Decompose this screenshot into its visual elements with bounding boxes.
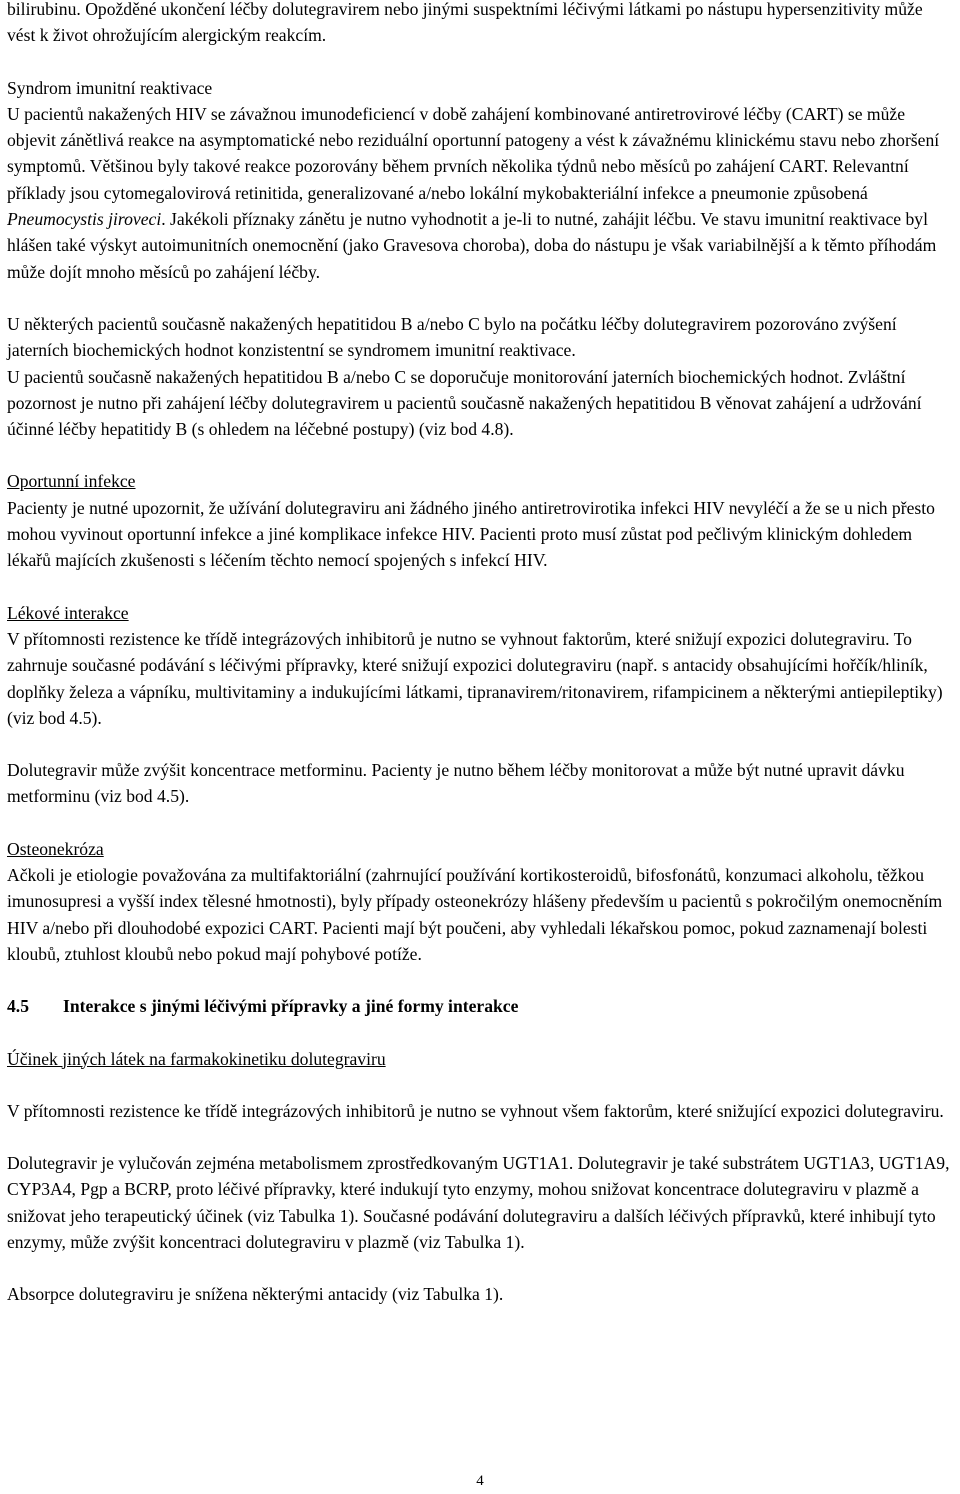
drug-interactions-paragraph-2: Dolutegravir může zvýšit koncentrace metforminu. Pacienty je nutno během léčby monitorovat a může být nutné upravit dávku metforminu (viz bod 4.5). xyxy=(7,760,905,807)
drug-interactions-heading: Lékové interakce xyxy=(7,602,129,623)
immune-reactivation-heading: Syndrom imunitní reaktivace xyxy=(7,77,213,98)
opportunistic-infections-heading: Oportunní infekce xyxy=(7,471,136,492)
opportunistic-infections-paragraph: Pacienty je nutné upozornit, že užívání dolutegraviru ani žádného jiného antiretrovirotika infekci HIV nevyléčí a že se u nich přesto mohou vyvinout oportunní infekce a jiné komplikace infekce HIV. Pacienti proto musí zůstat pod pečlivým klinickým dohledem lékařů majících zkušenosti s léčením těchto nemocí spojených s infekcí HIV. xyxy=(7,497,935,571)
pathogen-name: Pneumocystis jiroveci xyxy=(7,209,162,230)
immune-reactivation-text-a: U pacientů nakažených HIV se závažnou imunodeficiencí v době zahájení kombinované antiretrovirové léčby (CART) se může objevit zánětlivá reakce na asymptomatické nebo reziduální oportunní patogeny a vést k závažnému klinickému stavu nebo zhoršení symptomů. Většinou byly takové reakce pozorovány během prvních několika týdnů nebo měsíců po zahájení CART. Relevantní příklady jsou cytomegalovirová retinitida, generalizované a/nebo lokální mykobakteriální infekce a pneumonie způsobená xyxy=(7,103,940,203)
osteonecrosis-heading: Osteonekróza xyxy=(7,838,104,859)
document-page xyxy=(7,0,955,1308)
section-title-text: Interakce s jinými léčivými přípravky a jiné formy interakce xyxy=(63,996,519,1017)
immune-reactivation-paragraph xyxy=(7,101,955,285)
immune-reactivation-text-b: . Jakékoli příznaky zánětu je nutno vyhodnotit a je-li to nutné, zahájit léčbu. Ve stavu imunitní reaktivace byl hlášen také výskyt autoimunitních onemocnění (jako Gravesova choroba), doba do nástupu je však variabilnější a k těmto příhodám může dojít mnoho měsíců po zahájení léčby. xyxy=(7,209,937,282)
page-number: 4 xyxy=(476,1473,484,1489)
drug-interactions-paragraph-1: V přítomnosti rezistence ke třídě integrázových inhibitorů je nutno se vyhnout faktorům, které snižují expozici dolutegraviru. To zahrnuje současné podávání s léčivými přípravky, které snižují expozici dolutegraviru (např. s antacidy obsahujícími hořčík/hliník, doplňky železa a vápníku, multivitaminy a indukujícími látkami, tipranavirem/ritonavirem, rifampicinem a některými antiepileptiky) (viz bod 4.5). xyxy=(7,628,943,728)
pharmacokinetics-paragraph-1: V přítomnosti rezistence ke třídě integrázových inhibitorů je nutno se vyhnout všem faktorům, které snižující expozici dolutegraviru. xyxy=(7,1100,944,1121)
pharmacokinetics-subheading: Účinek jiných látek na farmakokinetiku dolutegraviru xyxy=(7,1048,386,1069)
section-title xyxy=(7,993,955,1019)
osteonecrosis-paragraph: Ačkoli je etiologie považována za multifaktoriální (zahrnující používání kortikosteroidů, bifosfonátů, konzumaci alkoholu, těžkou imunosupresi a vyšší index tělesné hmotnosti), byly případy osteonekrózy hlášeny především u pacientů s pokročilým onemocněním HIV a/nebo při dlouhodobé expozici CART. Pacienti mají být poučeni, aby vyhledali lékařskou pomoc, pokud zaznamenají bolesti kloubů, ztuhlost kloubů nebo pokud mají pohybové potíže. xyxy=(7,865,943,964)
pharmacokinetics-paragraph-2: Dolutegravir je vylučován zejména metabolismem zprostředkovaným UGT1A1. Dolutegravir je také substrátem UGT1A3, UGT1A9, CYP3A4, Pgp a BCRP, proto léčivé přípravky, které indukují tyto enzymy, mohou snižovat koncentrace dolutegraviru v plazmě a snižovat jeho terapeutický účinek (viz Tabulka 1). Současné podávání dolutegraviru a dalších léčivých přípravků, které inhibují tyto enzymy, může zvýšit koncentraci dolutegraviru v plazmě (viz Tabulka 1). xyxy=(7,1153,950,1252)
hepatitis-paragraph-1: U některých pacientů současně nakažených hepatitidou B a/nebo C bylo na počátku léčby dolutegravirem pozorováno zvýšení jaterních biochemických hodnot konzistentní se syndromem imunitní reaktivace. xyxy=(7,313,897,361)
intro-paragraph: bilirubinu. Opožděné ukončení léčby dolutegravirem nebo jinými suspektními léčivými látkami po nástupu hypersenzitivity může vést k život ohrožujícím alergickým reakcím. xyxy=(7,0,923,46)
hepatitis-paragraph-2: U pacientů současně nakažených hepatitidou B a/nebo C se doporučuje monitorování jaterních biochemických hodnot. Zvláštní pozornost je nutno při zahájení léčby dolutegravirem u pacientů současně nakažených hepatitidou B věnovat zahájení a udržování účinné léčby hepatitidy B (s ohledem na léčebné postupy) (viz bod 4.8). xyxy=(7,366,922,440)
pharmacokinetics-paragraph-3: Absorpce dolutegraviru je snížena některými antacidy (viz Tabulka 1). xyxy=(7,1284,504,1305)
section-number: 4.5 xyxy=(7,996,29,1017)
